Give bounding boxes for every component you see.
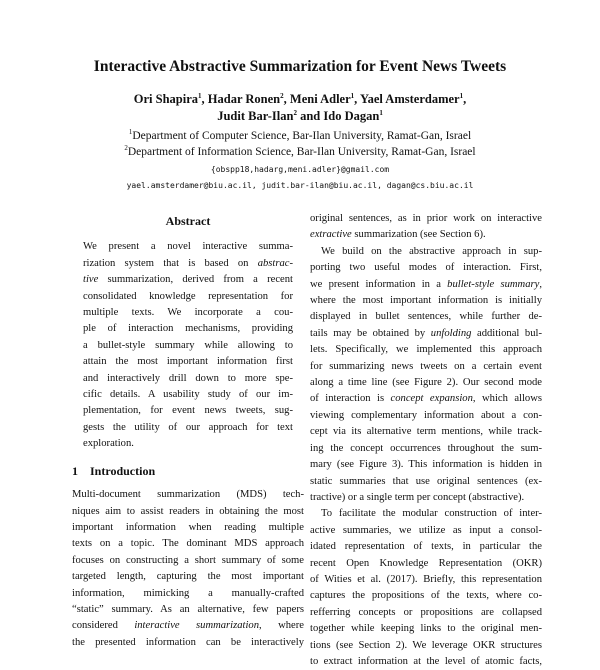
affiliations [0, 128, 600, 160]
email-line: yael.amsterdamer@biu.ac.il, judit.bar-ilan@biu.ac.il, dagan@cs.biu.ac.il [126, 181, 474, 190]
author: Ori Shapira$^1$ [133, 91, 202, 106]
authors-line-1: Ori Shapira$^1$, Hadar Ronen$^2$, Meni Adler$^1$, Yael Amsterdamer$^1$, [133, 91, 467, 106]
authors-line-2: Judit Bar-Ilan$^2$ and Ido Dagan$^1$ [217, 108, 383, 123]
abstract-heading: Abstract [165, 214, 211, 228]
left-column [72, 213, 304, 651]
section-heading-introduction [72, 463, 304, 479]
author: Yael Amsterdamer$^1$ [359, 91, 464, 106]
author: Hadar Ronen$^2$ [207, 91, 284, 106]
affiliation: $^2$Department of Information Science, Bar-Ilan University, Ramat-Gan, Israel [124, 144, 476, 158]
abstract-paragraph: We present a novel interactive summa- rization system that is based on abstrac- tive summarization, derived from a recent consolidated knowledge representation for multiple texts. We incorporate a cou- ple of interaction mechanisms, providing a bullet-style summary while allowing to attain the most important information first and interactively drill down to more spe- cific details. A usability study of our im- plementation, for event news tweets, sug- gests the utility of our approach for text exploration. [83, 241, 293, 450]
section-title: Introduction [90, 463, 156, 478]
email-line: {obspp18,hadarg,meni.adler}@gmail.com [210, 165, 390, 174]
affiliation: $^1$Department of Computer Science, Bar-Ilan University, Ramat-Gan, Israel [128, 128, 472, 142]
author: Ido Dagan$^1$ [323, 108, 383, 123]
body-paragraph: original sentences, as in prior work on interactive extractive summarization (see Section 6). [310, 213, 542, 241]
paper-title: Interactive Abstractive Summarization for Event News Tweets [93, 58, 507, 75]
author-list [0, 91, 600, 125]
section-number: 1 [72, 463, 78, 478]
right-column [310, 211, 542, 670]
author: Judit Bar-Ilan$^2$ [217, 108, 297, 123]
abstract-body [72, 239, 304, 452]
introduction-paragraph: Multi-document summarization (MDS) tech- niques aim to assist readers in obtaining the most important information when reading multiple texts on a topic. The dominant MDS approach focuses on constructing a short summary of some targeted length, capturing the most important information, mimicking a manually-crafted “static” summary. As an alternative, few papers considered interactive summarization, where the presented information can be interactively [72, 489, 304, 648]
body-paragraph: To facilitate the modular construction of inter- active summaries, we utilize as input a consol- idated representation of texts, in particular the recent Open Knowledge Representation (OKR) of Wities et al. (2017). Briefly, this representation captures the propositions of the texts, where co- refferring concepts or propositions are collapsed together while keeping links to the original men- tions (see Section 2). We leverage OKR structures to extract information at the level of atomic facts, [310, 508, 542, 667]
author: Meni Adler$^1$ [289, 91, 355, 106]
author-emails [0, 162, 600, 194]
body-paragraph: We build on the abstractive approach in sup- porting two useful modes of interaction. First, we present information in a bullet-style summary, where the most important information is initially displayed in bullet sentences, while further de- tails may be obtained by unfolding additional bul- lets. Specifically, we implemented this approach for summarizing news tweets on a certain event along a time line (see Figure 2). Our second mode of interaction is concept expansion, which allows viewing complementary information about a con- cept via its alternative term mentions, while track- ing the concept occurrences throughout the sum- mary (see Figure 3). This information is hidden in static summaries that use original sentences (ex- tractive) or a single term per concept (abstractive). [310, 245, 543, 503]
